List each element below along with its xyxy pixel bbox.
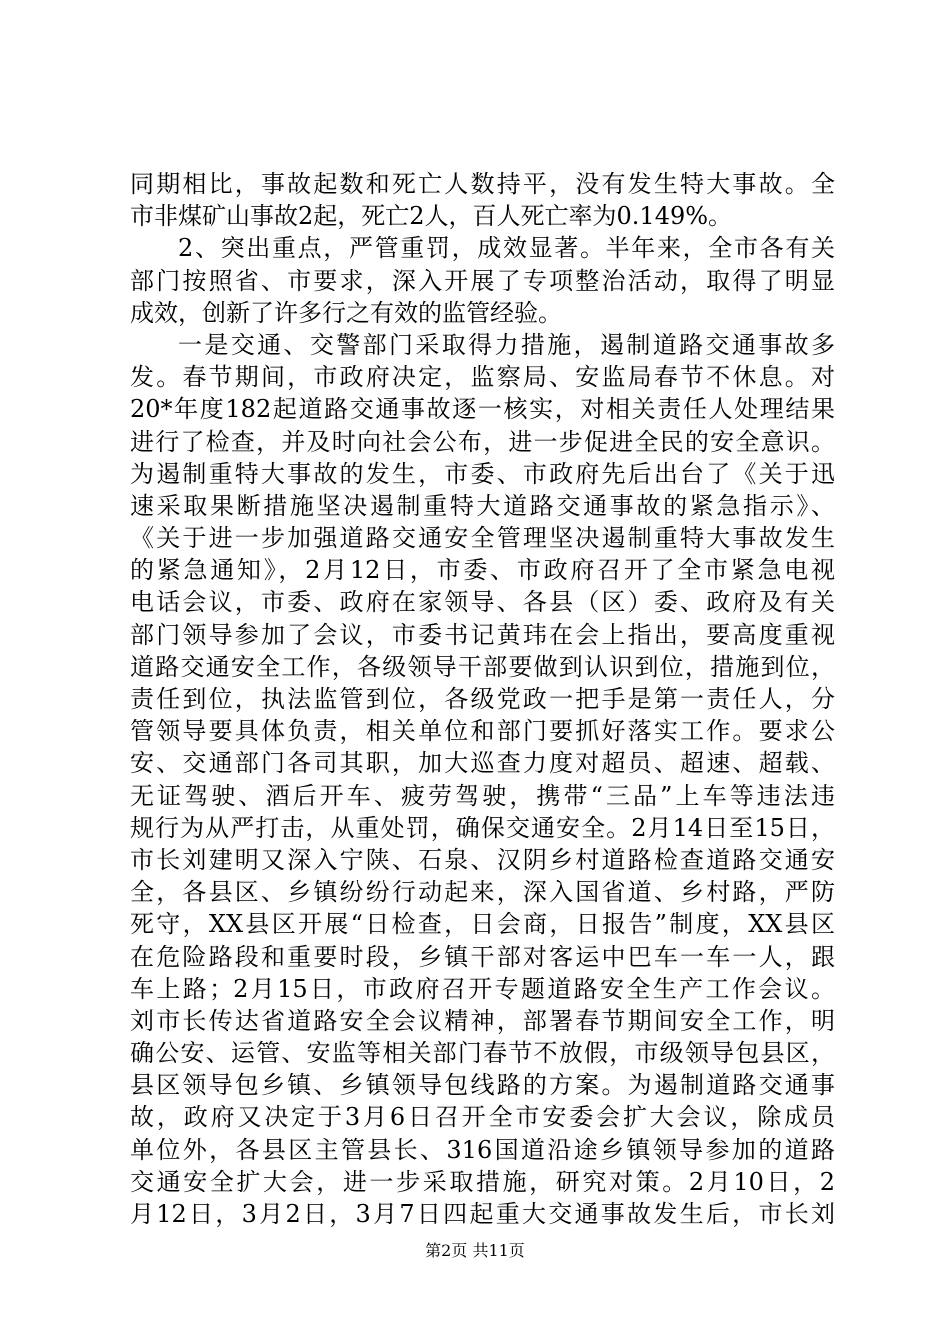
text-line: 市长刘建明又深入宁陕、石泉、汉阴乡村道路检查道路交通安 <box>130 845 835 874</box>
text-line: 在危险路段和重要时段，乡镇干部对客运中巴车一车一人，跟 <box>130 942 835 971</box>
text-line: 责任到位，执法监管到位，各级党政一把手是第一责任人，分 <box>130 685 835 713</box>
text-line: 《关于进一步加强道路交通安全管理坚决遏制重特大事故发生 <box>130 524 835 553</box>
text-line: 同期相比，事故起数和死亡人数持平，没有发生特大事故。全 <box>130 170 835 198</box>
text-line: 速采取果断措施坚决遏制重特大道路交通事故的紧急指示》、 <box>130 491 835 520</box>
text-line: 部门按照省、市要求，深入开展了专项整治活动，取得了明显 <box>130 266 835 295</box>
text-line: 的紧急通知》，2月12日，市委、市政府召开了全市紧急电视 <box>130 556 835 585</box>
text-line: 确公安、运管、安监等相关部门春节不放假，市级领导包县区， <box>130 1039 835 1068</box>
text-line: 20*年度182起道路交通事故逐一核实，对相关责任人处理结果 <box>130 395 835 424</box>
text-line: 刘市长传达省道路安全会议精神，部署春节期间安全工作，明 <box>130 1006 835 1035</box>
text-line: 无证驾驶、酒后开车、疲劳驾驶，携带“三品”上车等违法违 <box>130 781 835 810</box>
text-line: 故，政府又决定于3月6日召开全市安委会扩大会议，除成员 <box>130 1103 835 1132</box>
text-line: 县区领导包乡镇、乡镇领导包线路的方案。为遏制道路交通事 <box>130 1071 835 1100</box>
text-line: 为遏制重特大事故的发生，市委、市政府先后出台了《关于迅 <box>130 459 835 488</box>
text-line: 市非煤矿山事故2起，死亡2人，百人死亡率为0.149%。 <box>130 202 733 231</box>
text-line: 成效，创新了许多行之有效的监管经验。 <box>130 298 562 327</box>
text-line: 电话会议，市委、政府在家领导、各县（区）委、政府及有关 <box>130 588 835 617</box>
text-line: 管领导要具体负责，相关单位和部门要抓好落实工作。要求公 <box>130 717 835 746</box>
body-text <box>130 168 835 1230</box>
text-line: 进行了检查，并及时向社会公布，进一步促进全民的安全意识。 <box>130 427 835 456</box>
text-line: 道路交通安全工作，各级领导干部要做到认识到位，措施到位， <box>130 652 835 681</box>
text-line: 一是交通、交警部门采取得力措施，遏制道路交通事故多 <box>178 330 835 359</box>
text-line: 规行为从严打击，从重处罚，确保交通安全。2月14日至15日， <box>130 813 835 842</box>
text-line: 2、突出重点，严管重罚，成效显著。半年来，全市各有关 <box>178 234 835 263</box>
text-line: 全，各县区、乡镇纷纷行动起来，深入国省道、乡村路，严防 <box>130 878 835 907</box>
text-line: 部门领导参加了会议，市委书记黄玮在会上指出，要高度重视 <box>130 620 835 649</box>
page-footer: 第2页 共11页 <box>425 1241 525 1260</box>
text-line: 死守，XX县区开展“日检查，日会商，日报告”制度，XX县区 <box>130 910 835 939</box>
text-line: 车上路；2月15日，市政府召开专题道路安全生产工作会议。 <box>130 974 835 1003</box>
text-line: 安、交通部门各司其职，加大巡查力度对超员、超速、超载、 <box>130 749 835 778</box>
text-line: 单位外，各县区主管县长、316国道沿途乡镇领导参加的道路 <box>130 1135 835 1164</box>
text-line: 交通安全扩大会，进一步采取措施，研究对策。2月10日，2 <box>130 1167 835 1196</box>
text-line: 发。春节期间，市政府决定，监察局、安监局春节不休息。对 <box>130 363 835 392</box>
text-line: 月12日，3月2日，3月7日四起重大交通事故发生后，市长刘 <box>130 1200 835 1228</box>
